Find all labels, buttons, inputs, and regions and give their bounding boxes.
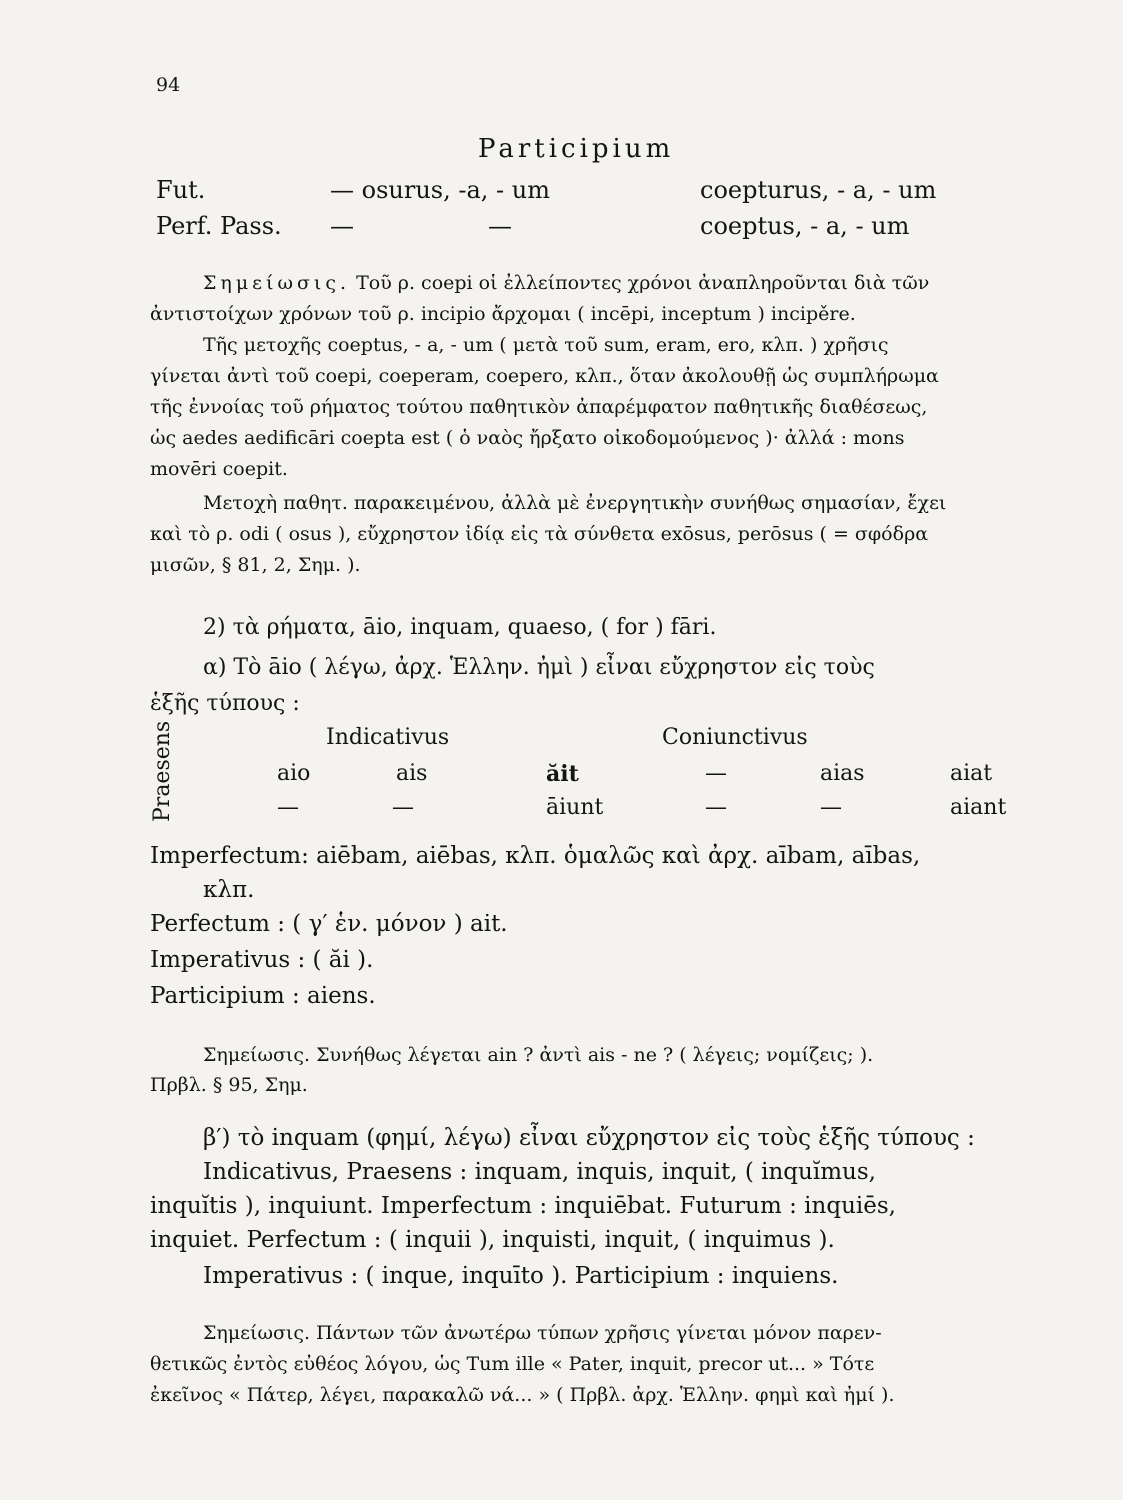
table-cell: — bbox=[705, 795, 727, 820]
perf-label: Perf. Pass. bbox=[156, 212, 282, 240]
perf-col1b: — bbox=[488, 212, 512, 240]
sec3-l4: inquiet. Perfectum : ( inquii ), inquisti, inquit, ( inquimus ). bbox=[150, 1227, 835, 1253]
note1-l4: γίνεται ἀντὶ τοῦ coepi, coeperam, coepero, κλπ., ὅταν ἀκολουθῇ ὡς συμπλήρωμα bbox=[150, 365, 939, 387]
note3-l3: ἐκεῖνος « Πάτερ, λέγει, παρακαλῶ νά... » ( Πρβλ. ἀρχ. Ἑλλην. φημὶ καὶ ἠμί ). bbox=[150, 1384, 895, 1406]
note1-l1: Τοῦ ρ. coepi οἱ ἐλλείποντες χρόνοι ἀναπληροῦνται διὰ τῶν bbox=[356, 272, 930, 294]
table-cell: aias bbox=[820, 761, 865, 786]
note1-l10: μισῶν, § 81, 2, Σημ. ). bbox=[150, 554, 361, 576]
note1-l7: movēri coepit. bbox=[150, 458, 288, 480]
sec2-l2: α) Τὸ āio ( λέγω, ἀρχ. Ἑλλην. ἠμὶ ) εἶναι εὔχρηστον εἰς τοὺς bbox=[203, 655, 875, 680]
table-head-indicativus: Indicativus bbox=[326, 725, 450, 750]
form-participium: Participium : aiens. bbox=[150, 983, 376, 1009]
table-cell: aio bbox=[277, 761, 311, 786]
table-cell: aiant bbox=[950, 795, 1007, 820]
table-cell: — bbox=[277, 795, 299, 820]
sec2-l3: ἑξῆς τύπους : bbox=[150, 691, 300, 716]
table-cell: ăit bbox=[546, 761, 579, 787]
form-perfectum: Perfectum : ( γ′ ἑν. μόνον ) ait. bbox=[150, 911, 508, 937]
note1-l2: ἀντιστοίχων χρόνων τοῦ ρ. incipio ἄρχομαι ( incēpi, inceptum ) incipěre. bbox=[150, 303, 856, 325]
note1-line1 bbox=[203, 268, 929, 300]
note2-l2: Πρβλ. § 95, Σημ. bbox=[150, 1074, 308, 1096]
note1-l3: Τῆς μετοχῆς coeptus, - a, - um ( μετὰ τοῦ sum, eram, ero, κλπ. ) χρῆσις bbox=[203, 334, 889, 356]
form-imperfectum-cont: κλπ. bbox=[203, 877, 255, 903]
table-cell: āiunt bbox=[546, 795, 604, 820]
form-imperfectum: Imperfectum: aiēbam, aiēbas, κλπ. ὁμαλῶς καὶ ἀρχ. aībam, aības, bbox=[150, 843, 921, 869]
sec3-l3: inquĭtis ), inquiunt. Imperfectum : inquiēbat. Futurum : inquiēs, bbox=[150, 1193, 896, 1219]
table-cell: ais bbox=[396, 761, 428, 786]
note2-l1: Σημείωσις. Συνήθως λέγεται ain ? ἀντὶ ais - ne ? ( λέγεις; νομίζεις; ). bbox=[203, 1044, 874, 1066]
perf-col2: coeptus, - a, - um bbox=[700, 212, 910, 240]
sec3-l1: β′) τὸ inquam (φημί, λέγω) εἶναι εὔχρηστον εἰς τοὺς ἑξῆς τύπους : bbox=[203, 1125, 975, 1151]
section-title: Participium bbox=[478, 134, 675, 164]
note1-l8: Μετοχὴ παθητ. παρακειμένου, ἀλλὰ μὲ ἐνεργητικὴν συνήθως σημασίαν, ἔχει bbox=[203, 492, 947, 514]
table-cell: — bbox=[392, 795, 414, 820]
table-cell: aiat bbox=[950, 761, 993, 786]
sec3-l2: Indicativus, Praesens : inquam, inquis, inquit, ( inquĭmus, bbox=[203, 1159, 876, 1185]
perf-col1: — bbox=[330, 212, 354, 240]
note3-l2: θετικῶς ἐντὸς εὐθέος λόγου, ὡς Tum ille « Pater, inquit, precor ut... » Τότε bbox=[150, 1353, 875, 1375]
sec3-l5: Imperativus : ( inque, inquīto ). Participium : inquiens. bbox=[203, 1263, 839, 1289]
sec2-l1: 2) τὰ ρήματα, āio, inquam, quaeso, ( for ) fāri. bbox=[203, 615, 717, 640]
note1-l5: τῆς ἐννοίας τοῦ ρήματος τούτου παθητικὸν ἀπαρέμφατον παθητικῆς διαθέσεως, bbox=[150, 396, 928, 418]
note1-l9: καὶ τὸ ρ. odi ( osus ), εὔχρηστον ἰδίᾳ εἰς τὰ σύνθετα exōsus, perōsus ( = σφόδρα bbox=[150, 523, 929, 545]
fut-col1: — osurus, -a, - um bbox=[330, 176, 550, 204]
note3-l1: Σημείωσις. Πάντων τῶν ἀνωτέρω τύπων χρῆσις γίνεται μόνον παρεν- bbox=[203, 1322, 882, 1344]
note1-l6: ὡς aedes aedificāri coepta est ( ὁ ναὸς ἤρξατο οἰκοδομούμενος )· ἀλλά : mons bbox=[150, 427, 905, 449]
fut-col2: coepturus, - a, - um bbox=[700, 176, 937, 204]
form-imperativus: Imperativus : ( ăi ). bbox=[150, 947, 374, 973]
table-cell: — bbox=[705, 761, 727, 786]
page-number: 94 bbox=[156, 74, 181, 96]
praesens-label: Praesens bbox=[150, 720, 175, 822]
fut-label: Fut. bbox=[156, 176, 206, 204]
table-head-coniunctivus: Coniunctivus bbox=[662, 725, 808, 750]
note1-head: Σημείωσις. bbox=[203, 272, 351, 294]
table-cell: — bbox=[820, 795, 842, 820]
